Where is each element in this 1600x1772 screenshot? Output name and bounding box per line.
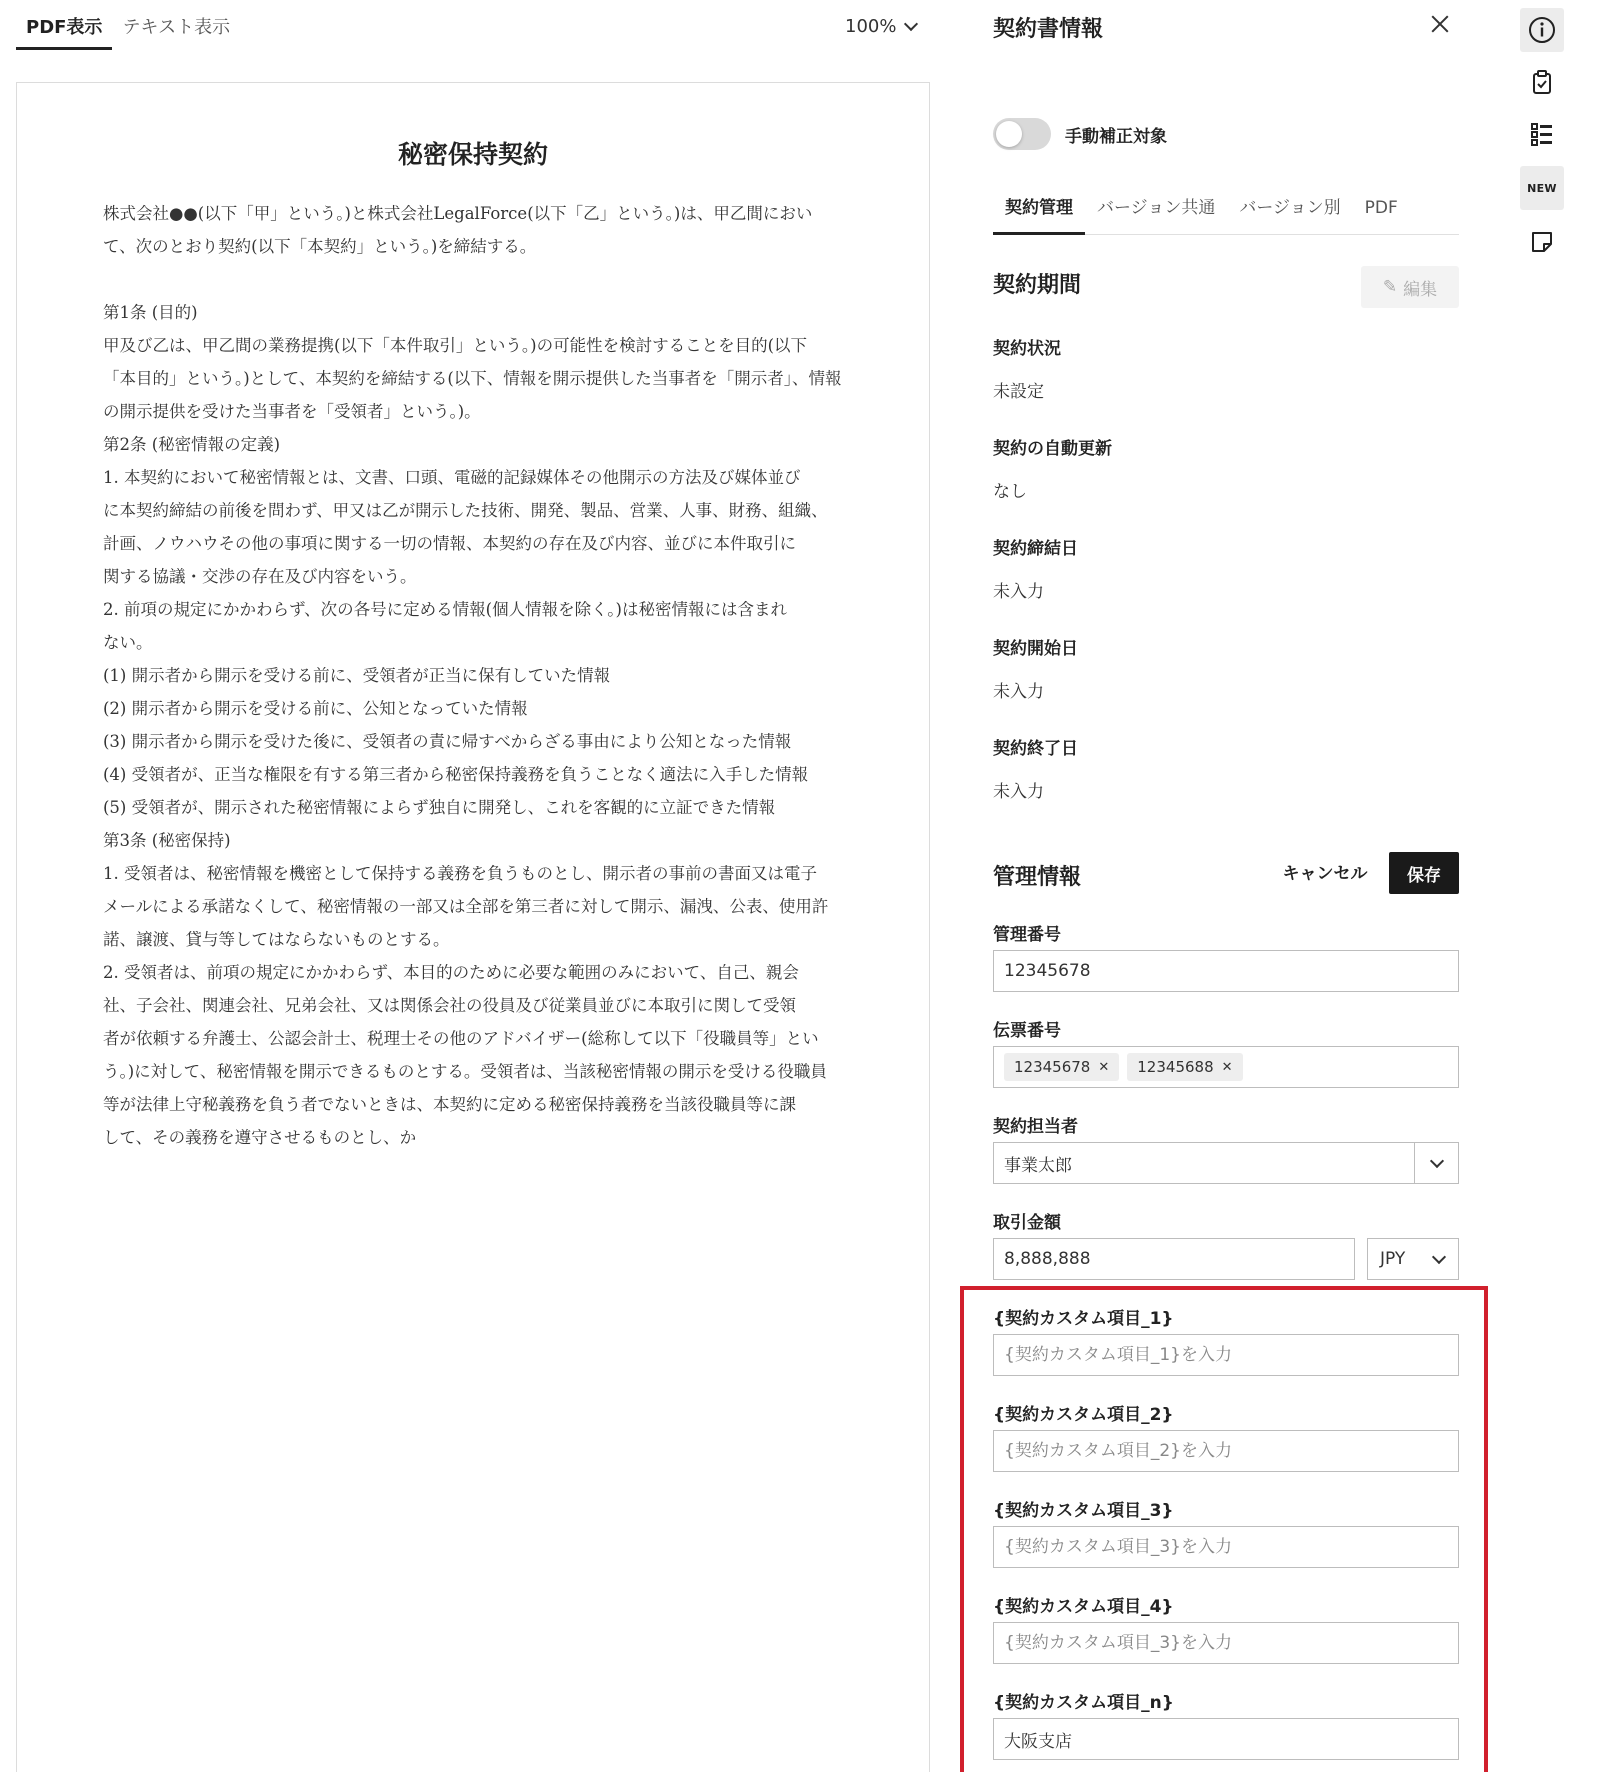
slip-number-input[interactable]	[993, 1046, 1459, 1088]
slip-number-label: 伝票番号	[993, 1021, 1061, 1041]
remove-chip-icon[interactable]: ✕	[1221, 1059, 1233, 1075]
viewer-tabs	[16, 0, 240, 50]
document-line: (3) 開示者から開示を受けた後に、受領者の責に帰すべからざる事由により公知となった情報	[103, 732, 792, 751]
contract-status-label: 契約状況	[993, 339, 1061, 359]
document-line: の開示提供を受けた当事者を「受領者」という。)。	[103, 402, 481, 421]
document-line: 2. 前項の規定にかかわらず、次の各号に定める情報(個人情報を除く。)は秘密情報には含まれ	[103, 600, 787, 619]
conclusion-date-value: 未入力	[993, 582, 1044, 602]
slip-number-chip	[1004, 1053, 1119, 1081]
document-body	[103, 197, 863, 1154]
document-line: 諾、譲渡、貸与等してはならないものとする。	[103, 930, 450, 949]
panel-tabs	[993, 190, 1459, 235]
document-line: 「本目的」という。)として、本契約を締結する(以下、情報を開示提供した当事者を「開示者」、情報	[103, 369, 842, 388]
tab-pdf-view[interactable]: PDF表示	[16, 0, 112, 50]
contract-period-title: 契約期間	[993, 273, 1082, 298]
note-icon	[1528, 228, 1556, 256]
document-line: (2) 開示者から開示を受ける前に、公知となっていた情報	[103, 699, 528, 718]
contract-info-panel	[993, 0, 1459, 1772]
contract-status-value: 未設定	[993, 382, 1044, 402]
tab-version-specific[interactable]: バージョン別	[1239, 198, 1341, 218]
list-icon	[1528, 120, 1556, 148]
edit-button[interactable]	[1361, 266, 1459, 308]
document-line: 第2条 (秘密情報の定義)	[103, 435, 281, 454]
chip-label: 12345688	[1137, 1058, 1214, 1076]
auto-renewal-value: なし	[993, 482, 1027, 502]
info-icon	[1527, 15, 1557, 45]
chip-label: 12345678	[1014, 1058, 1091, 1076]
document-line: ない。	[103, 633, 153, 652]
slip-number-chip	[1127, 1053, 1242, 1081]
document-line: 第1条 (目的)	[103, 303, 198, 322]
document-line: 者が依頼する弁護士、公認会計士、税理士その他のアドバイザー(総称して以下「役職員等」とい	[103, 1029, 819, 1048]
transaction-amount-input[interactable]	[993, 1238, 1355, 1280]
custom-field-3-input[interactable]	[993, 1526, 1459, 1568]
auto-renewal-label: 契約の自動更新	[993, 439, 1112, 459]
custom-field-2-input[interactable]	[993, 1430, 1459, 1472]
note-button[interactable]	[1520, 220, 1564, 264]
new-feature-button[interactable]	[1520, 166, 1564, 210]
custom-field-3-label: {契約カスタム項目_3}	[993, 1501, 1174, 1521]
custom-field-1-label: {契約カスタム項目_1}	[993, 1309, 1174, 1329]
document-line: 2. 受領者は、前項の規定にかかわらず、本目的のために必要な範囲のみにおいて、自己、親会	[103, 963, 799, 982]
edit-button-label: 編集	[1403, 279, 1438, 300]
zoom-select[interactable]	[845, 16, 916, 37]
document-line: 1. 本契約において秘密情報とは、文書、口頭、電磁的記録媒体その他開示の方法及び媒体並び	[103, 468, 801, 487]
pencil-icon: ✎	[1382, 277, 1398, 297]
remove-chip-icon[interactable]: ✕	[1098, 1059, 1110, 1075]
document-line: て、次のとおり契約(以下「本契約」という。)を締結する。	[103, 237, 537, 256]
close-icon[interactable]	[1426, 10, 1454, 38]
owner-dropdown-toggle[interactable]	[1414, 1143, 1458, 1183]
clipboard-button[interactable]	[1520, 60, 1564, 104]
document-blank-line	[103, 263, 863, 296]
end-date-label: 契約終了日	[993, 739, 1078, 759]
contract-owner-select[interactable]	[993, 1142, 1459, 1184]
chevron-down-icon	[1429, 1153, 1443, 1167]
document-line: 第3条 (秘密保持)	[103, 831, 231, 850]
start-date-value: 未入力	[993, 682, 1044, 702]
custom-field-n-label: {契約カスタム項目_n}	[993, 1693, 1174, 1713]
tab-version-common[interactable]: バージョン共通	[1097, 198, 1216, 218]
custom-field-4-label: {契約カスタム項目_4}	[993, 1597, 1174, 1617]
manual-correction-toggle[interactable]	[993, 118, 1051, 150]
document-line: (1) 開示者から開示を受ける前に、受領者が正当に保有していた情報	[103, 666, 611, 685]
chevron-down-icon	[1432, 1249, 1446, 1263]
currency-value: JPY	[1380, 1249, 1406, 1269]
clipboard-icon	[1528, 68, 1556, 96]
tab-contract-management[interactable]: 契約管理	[993, 190, 1085, 235]
zoom-value: 100%	[845, 16, 897, 37]
currency-select[interactable]	[1367, 1238, 1459, 1280]
document-line: (5) 受領者が、開示された秘密情報によらず独自に開発し、これを客観的に立証できた情報	[103, 798, 776, 817]
contract-owner-value: 事業太郎	[1004, 1155, 1072, 1176]
save-button[interactable]: 保存	[1389, 852, 1459, 894]
tab-text-view[interactable]: テキスト表示	[122, 17, 231, 38]
transaction-amount-label: 取引金額	[993, 1213, 1061, 1233]
custom-field-2-label: {契約カスタム項目_2}	[993, 1405, 1174, 1425]
manual-correction-row	[993, 118, 1167, 150]
document-line: う。)に対して、秘密情報を開示できるものとする。受領者は、当該秘密情報の開示を受ける役職員	[103, 1062, 827, 1081]
cancel-button[interactable]: キャンセル	[1282, 864, 1368, 884]
new-icon: NEW	[1527, 181, 1557, 195]
document-line: 株式会社●●(以下「甲」という。)と株式会社LegalForce(以下「乙」という。)は、甲乙間におい	[103, 204, 813, 223]
document-title: 秘密保持契約	[397, 140, 548, 169]
document-page	[16, 82, 930, 1772]
document-line: 関する協議・交渉の存在及び内容をいう。	[103, 567, 417, 586]
contract-owner-label: 契約担当者	[993, 1117, 1078, 1137]
document-line: 社、子会社、関連会社、兄弟会社、又は関係会社の役員及び従業員並びに本取引に関して受領	[103, 996, 796, 1015]
custom-field-n-input[interactable]	[993, 1718, 1459, 1760]
document-line: (4) 受領者が、正当な権限を有する第三者から秘密保持義務を負うことなく適法に入手した情報	[103, 765, 809, 784]
chevron-down-icon	[904, 17, 918, 31]
management-number-label: 管理番号	[993, 925, 1061, 945]
document-line: 等が法律上守秘義務を負う者でないときは、本契約に定める秘密保持義務を当該役職員等に課	[103, 1095, 796, 1114]
panel-title: 契約書情報	[993, 17, 1104, 42]
document-line: に本契約締結の前後を問わず、甲又は乙が開示した技術、開発、製品、営業、人事、財務、組織、	[103, 501, 828, 520]
list-button[interactable]	[1520, 112, 1564, 156]
management-number-input[interactable]	[993, 950, 1459, 992]
info-button[interactable]	[1520, 8, 1564, 52]
conclusion-date-label: 契約締結日	[993, 539, 1078, 559]
document-line: 甲及び乙は、甲乙間の業務提携(以下「本件取引」という。)の可能性を検討することを目的(以下	[103, 336, 808, 355]
start-date-label: 契約開始日	[993, 639, 1078, 659]
management-info-title: 管理情報	[993, 865, 1082, 890]
tab-pdf[interactable]: PDF	[1364, 198, 1398, 218]
document-line: メールによる承諾なくして、秘密情報の一部又は全部を第三者に対して開示、漏洩、公表、使用許	[103, 897, 829, 916]
document-line: して、その義務を遵守させるものとし、か	[103, 1128, 417, 1147]
document-line: 計画、ノウハウその他の事項に関する一切の情報、本契約の存在及び内容、並びに本件取引に	[103, 534, 796, 553]
end-date-value: 未入力	[993, 782, 1044, 802]
document-line: 1. 受領者は、秘密情報を機密として保持する義務を負うものとし、開示者の事前の書面又は電子	[103, 864, 817, 883]
custom-field-1-input[interactable]	[993, 1334, 1459, 1376]
toggle-knob	[996, 121, 1022, 147]
custom-field-4-input[interactable]	[993, 1622, 1459, 1664]
manual-correction-label: 手動補正対象	[1065, 126, 1167, 147]
